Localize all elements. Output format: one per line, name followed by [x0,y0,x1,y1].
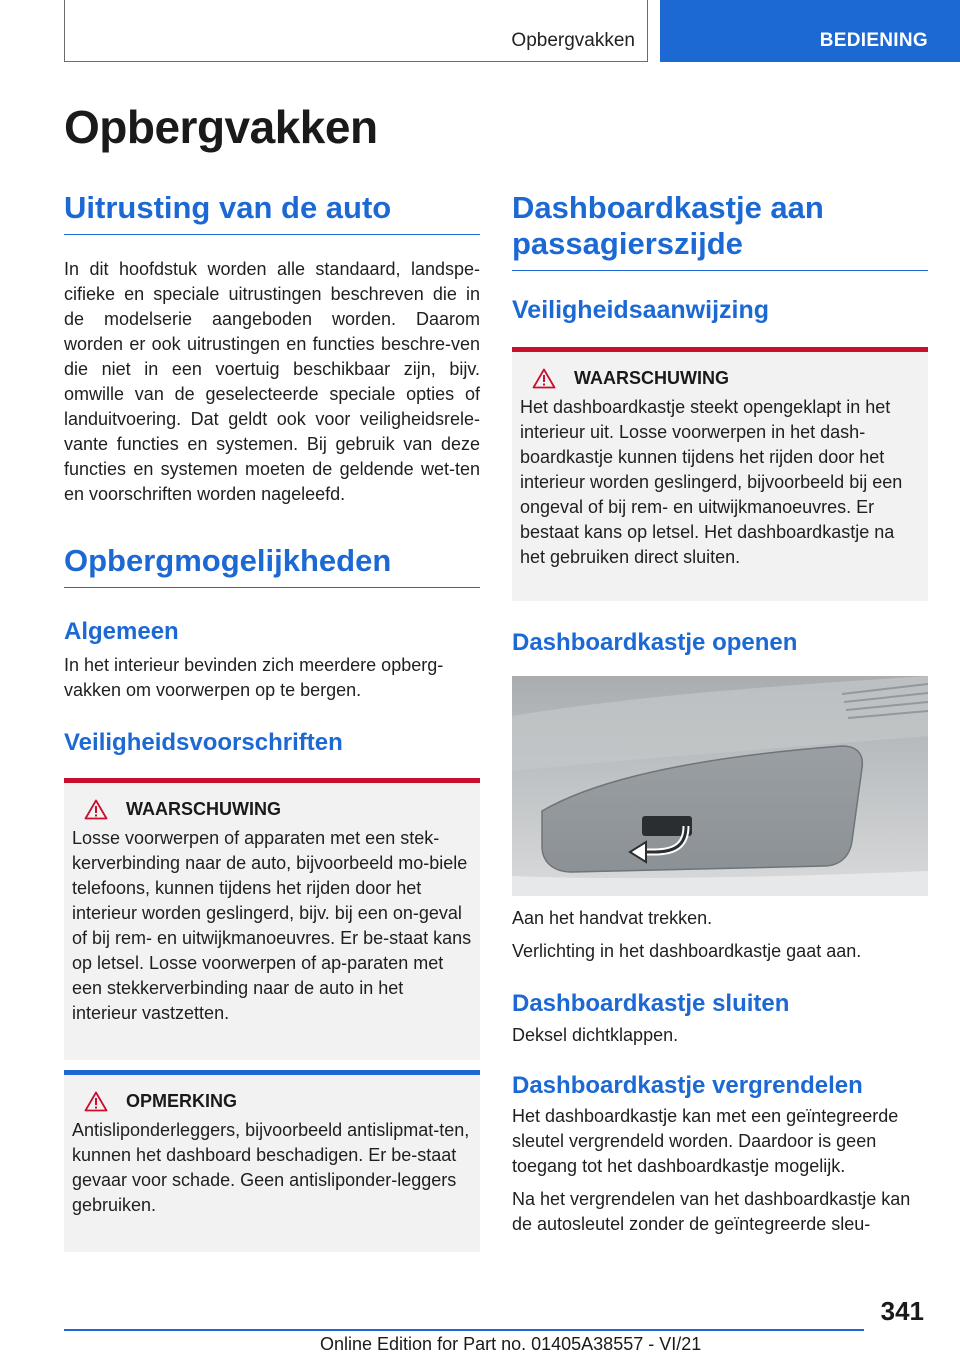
header-chapter-label: BEDIENING [819,30,928,51]
heading-storage: Opbergmogelijkheden [64,543,480,588]
warning-title: WAARSCHUWING [126,798,281,819]
paragraph-lock1: Het dashboardkastje kan met een geïntegreerde sleutel vergrendeld worden. Daardoor is geen toegang tot het dashboardkastje mogelijk. [512,1106,899,1177]
warning-triangle-icon [532,368,556,389]
header-section-tab [64,0,648,62]
heading-lock: Dashboardkastje vergrendelen [512,1071,863,1099]
heading-safety-note: Veiligheidsaanwijzing [512,295,770,324]
heading-general: Algemeen [64,617,179,645]
paragraph-open-step1: Aan het handvat trekken. [512,907,713,928]
heading-equipment: Uitrusting van de auto [64,190,480,235]
header-chapter-tab [660,0,960,62]
heading-close: Dashboardkastje sluiten [512,989,790,1017]
paragraph-equipment: In dit hoofdstuk worden alle standaard, landspe-cifieke en speciale uitrustingen beschreven die in de modelserie aangeboden worden. Daarom worden er ook uitrustingen en functies beschre-ven die niet in een voertuig beschikbaar zijn, bijv. omwille van de geselecteerde speciale opties of landuitvoering. Dat geldt ook voor veiligheidsrele-vante functies en systemen. Bij gebruik van deze functies en systemen moeten de geldende wet-ten en voorschriften worden nageleefd. [64,258,480,504]
glovebox-illustration [512,676,928,896]
heading-glovebox: Dashboardkastje aan passagierszijde [512,190,928,271]
warning-header [520,368,920,389]
footer-edition: Online Edition for Part no. 01405A38557 - VI/21 [320,1334,702,1354]
warning-text: Het dashboardkastje steekt opengeklapt in het interieur uit. Losse voorwerpen in het dash-boardkastje kunnen tijdens het rijden door het interieur worden geslingerd, bijvoorbeeld bij een ongeval of bij rem- en uitwijkmanoeuvres. Er bestaat kans op letsel. Het dashboardkastje na het gebruiken direct sluiten. [520,396,903,567]
note-text: Antisliponderleggers, bijvoorbeeld antislipmat-ten, kunnen het dashboard beschadigen. Er be-staat gevaar voor schade. Geen antisliponder-leggers gebruiken. [72,1119,470,1215]
glovebox-photo [512,676,928,896]
paragraph-lock2: Na het vergrendelen van het dashboardkastje kan de autosleutel zonder de geïntegreerde sleu- [512,1189,911,1235]
note-header [72,1091,472,1112]
warning-box-loose-items [64,778,480,1060]
page-number: 341 [880,1296,924,1326]
heading-open: Dashboardkastje openen [512,628,798,656]
warning-box-glovebox [512,347,928,601]
warning-header [72,799,472,820]
note-title: OPMERKING [126,1090,238,1111]
paragraph-open-step2: Verlichting in het dashboardkastje gaat aan. [512,940,862,961]
footer-rule [64,1329,864,1331]
note-box-antislip [64,1070,480,1252]
right-column [512,190,928,1237]
warning-text: Losse voorwerpen of apparaten met een stek-kerverbinding naar de auto, bijvoorbeeld mo-biele telefoons, kunnen tijdens het rijden door het interieur worden geslingerd, bijv. bij een on-geval of bij rem- en uitwijkmanoeuvres. Er be-staat kans op letsel. Losse voorwerpen of ap-paraten met een stekkerverbinding naar de auto in het interieur vastzetten. [72,827,472,1023]
paragraph-close: Deksel dichtklappen. [512,1024,679,1045]
header-section-label: Opbergvakken [511,30,635,51]
left-column [64,190,480,1252]
warning-triangle-icon [84,1091,108,1112]
warning-title: WAARSCHUWING [574,367,729,388]
heading-safety-rules: Veiligheidsvoorschriften [64,728,343,756]
paragraph-general: In het interieur bevinden zich meerdere opberg-vakken om voorwerpen op te bergen. [64,654,444,700]
page-title: Opbergvakken [64,101,378,153]
warning-triangle-icon [84,799,108,820]
